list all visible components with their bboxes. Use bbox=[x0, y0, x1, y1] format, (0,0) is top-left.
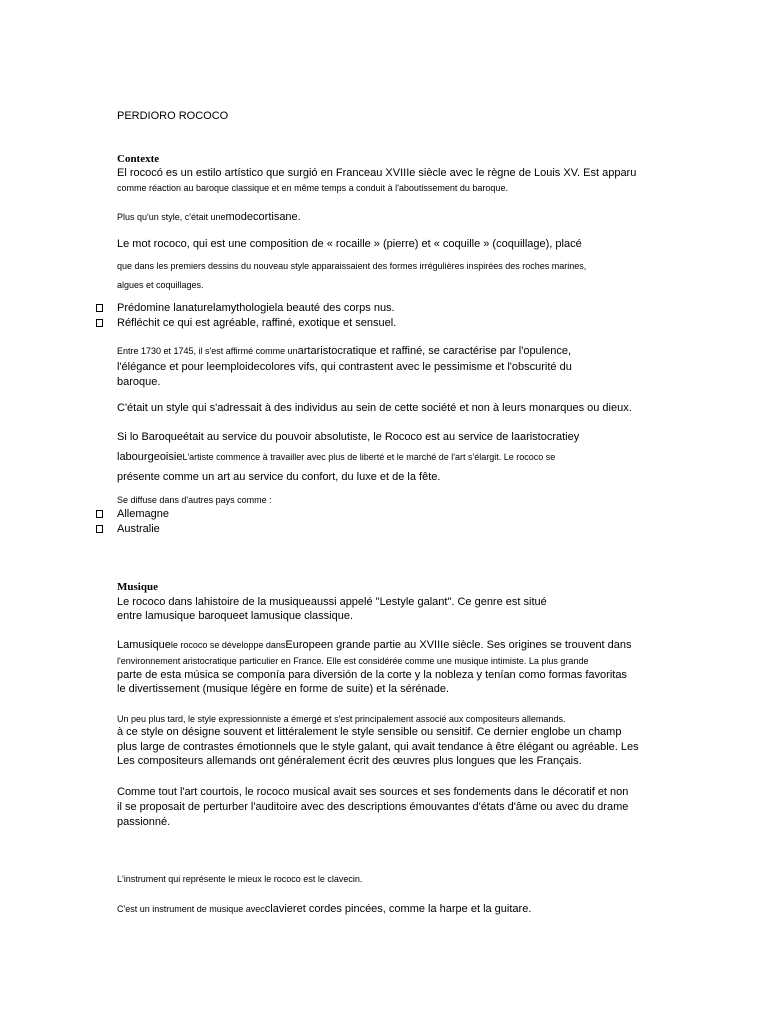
contexte-p4-line1: Entre 1730 et 1745, il s'est affirmé comme unartaristocratique et raffiné, se caractérise par l'opulence, bbox=[117, 345, 572, 357]
musique-p2-line3: parte de esta música se componía para diversión de la corte y la nobleza y tenían como formas favoritas bbox=[117, 669, 627, 681]
musique-p5: L'instrument qui représente le mieux le rococo est le clavecin. bbox=[117, 874, 363, 884]
list-item: Réfléchit ce qui est agréable, raffiné, exotique et sensuel. bbox=[117, 317, 397, 329]
list-item: Allemagne bbox=[117, 508, 169, 520]
musique-p3-line1: Un peu plus tard, le style expressionniste a émergé et s'est principalement associé aux compositeurs allemands. bbox=[117, 714, 566, 724]
contexte-p2: Plus qu'un style, c'était unemodecortisane. bbox=[117, 211, 301, 223]
musique-p4-line1: Comme tout l'art courtois, le rococo musical avait ses sources et ses fondements dans le décoratif et non bbox=[117, 786, 629, 798]
contexte-p3-line1: Le mot rococo, qui est une composition de « rocaille » (pierre) et « coquille » (coquillage), placé bbox=[117, 238, 582, 250]
contexte-p5: C'était un style qui s'adressait à des individus au sein de cette société et non à leurs monarques ou dieux. bbox=[117, 402, 632, 414]
contexte-p4-line2: l'élégance et pour leemploidecolores vifs, qui contrastent avec le pessimisme et l'obscurité du bbox=[117, 361, 572, 373]
musique-p1-line1: Le rococo dans lahistoire de la musiqueaussi appelé "Lestyle galant". Ce genre est situé bbox=[117, 596, 547, 608]
contexte-p6-line1: Si lo Baroqueétait au service du pouvoir absolutiste, le Rococo est au service de laaristocratiey bbox=[117, 431, 580, 443]
musique-p3-line2: à ce style on désigne souvent et littéralement le style sensible ou sensitif. Ce dernier englobe un champ bbox=[117, 726, 622, 738]
contexte-p1-line1: El rococó es un estilo artístico que surgió en Franceau XVIIIe siècle avec le règne de Louis XV. Est apparu bbox=[117, 167, 637, 179]
contexte-p6-line3: présente comme un art au service du confort, du luxe et de la fête. bbox=[117, 471, 441, 483]
bullet-icon bbox=[96, 525, 103, 533]
musique-p4-line3: passionné. bbox=[117, 816, 171, 828]
bullet-icon bbox=[96, 510, 103, 518]
list-item: Australie bbox=[117, 523, 160, 535]
musique-p2-line4: le divertissement (musique légère en forme de suite) et la sérénade. bbox=[117, 683, 450, 695]
musique-p1-line2: entre lamusique baroqueet lamusique classique. bbox=[117, 610, 354, 622]
bullet-icon bbox=[96, 304, 103, 312]
contexte-p1-line2: comme réaction au baroque classique et en même temps a conduit à l'aboutissement du baroque. bbox=[117, 183, 508, 193]
heading-musique: Musique bbox=[117, 581, 158, 593]
contexte-p3-line2: que dans les premiers dessins du nouveau style apparaissaient des formes irrégulières inspirées des roches marines, bbox=[117, 261, 587, 271]
musique-p2-line1: Lamusiquele rococo se développe dansEuropeen grande partie au XVIIIe siècle. Ses origines se trouvent dans bbox=[117, 639, 632, 651]
musique-p2-line2: l'environnement aristocratique particulier en France. Elle est considérée comme une musique intimiste. La plus grande bbox=[117, 656, 589, 666]
musique-p3-line4: Les compositeurs allemands ont généralement écrit des œuvres plus longues que les Français. bbox=[117, 755, 582, 767]
musique-p6: C'est un instrument de musique avecclavieret cordes pincées, comme la harpe et la guitare. bbox=[117, 903, 532, 915]
contexte-p6-line2: labourgeoisieL'artiste commence à travailler avec plus de liberté et le marché de l'art s'élargit. Le rococo se bbox=[117, 451, 556, 463]
list-item: Prédomine lanaturelamythologiela beauté des corps nus. bbox=[117, 302, 395, 314]
bullet-icon bbox=[96, 319, 103, 327]
contexte-p4-line3: baroque. bbox=[117, 376, 161, 388]
document-title: PERDIORO ROCOCO bbox=[117, 110, 229, 122]
heading-contexte: Contexte bbox=[117, 153, 160, 165]
contexte-p3-line3: algues et coquillages. bbox=[117, 280, 204, 290]
musique-p3-line3: plus large de contrastes émotionnels que le style galant, qui avait tendance à être élégant ou agréable. Les bbox=[117, 741, 639, 753]
contexte-p7: Se diffuse dans d'autres pays comme : bbox=[117, 495, 272, 505]
musique-p4-line2: il se proposait de perturber l'auditoire avec des descriptions émouvantes d'états d'âme ou avec du drame bbox=[117, 801, 629, 813]
